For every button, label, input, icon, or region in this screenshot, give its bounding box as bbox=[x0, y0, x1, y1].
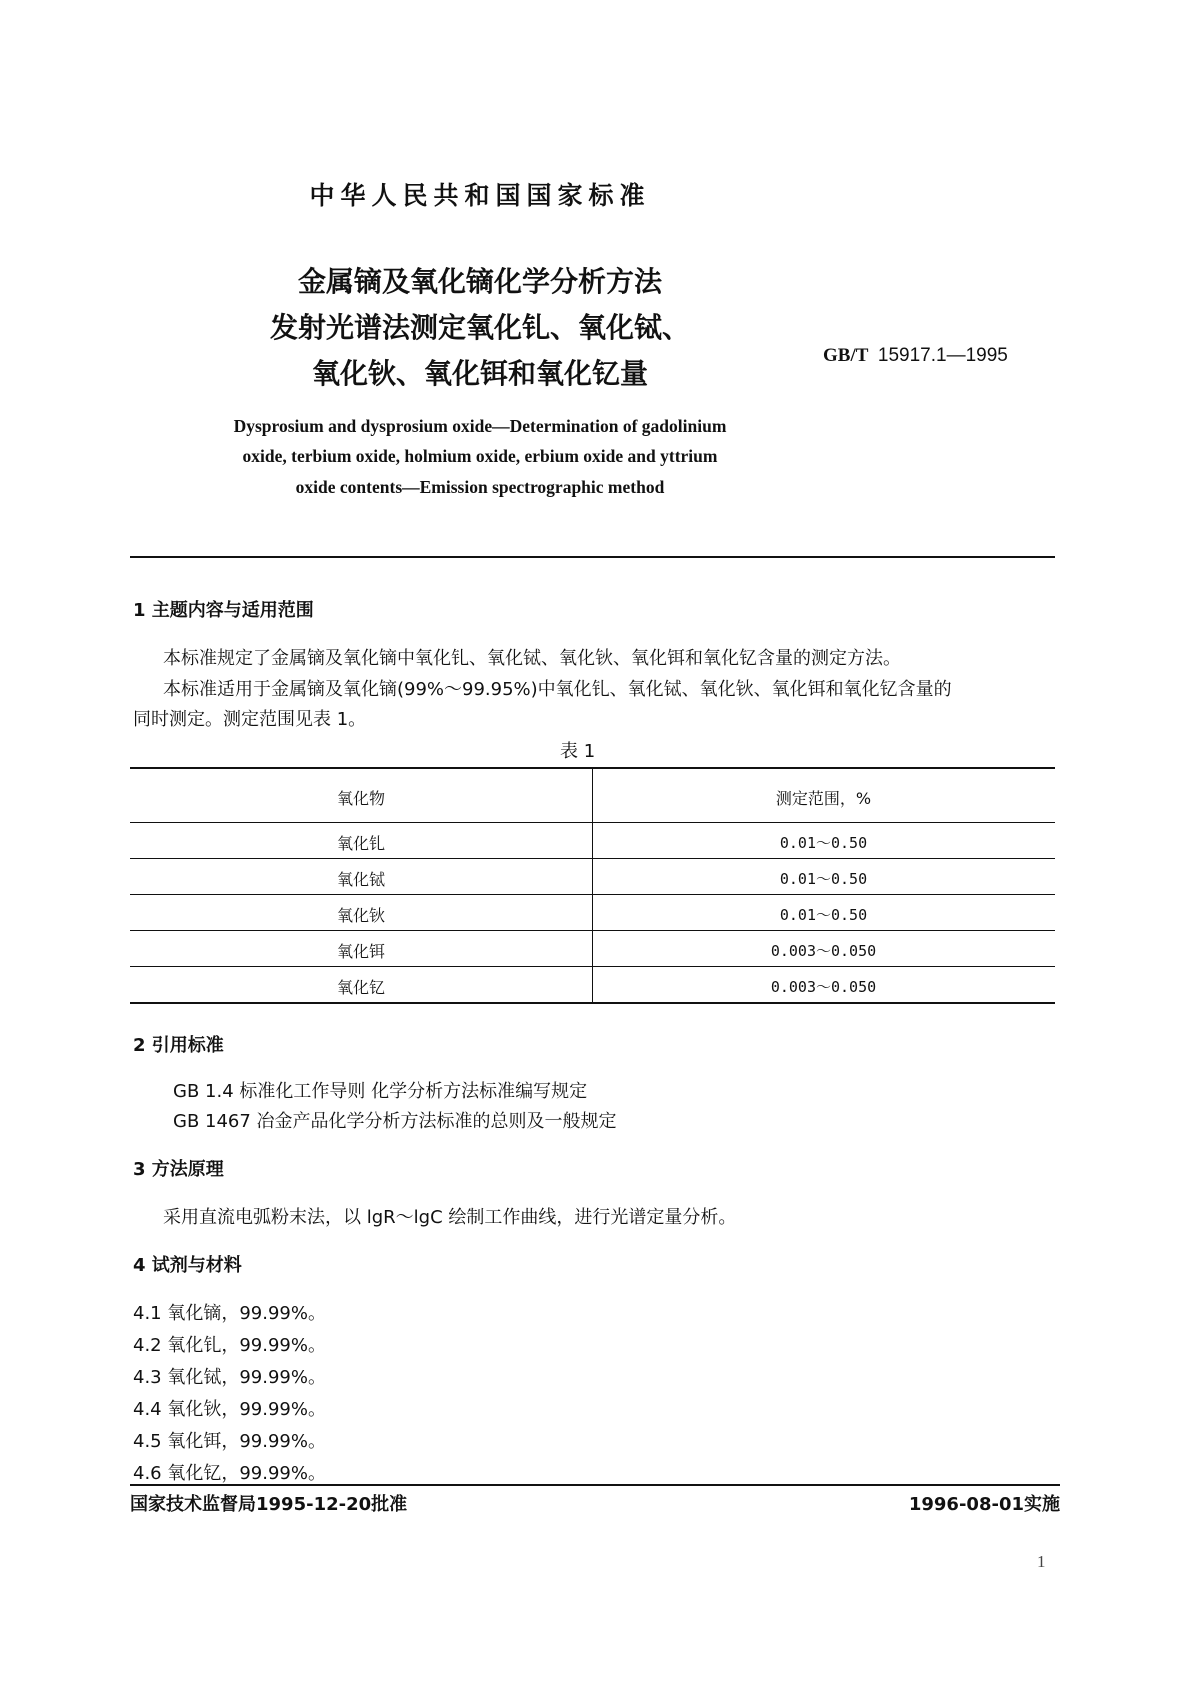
table-cell-oxide: 氧化钬 bbox=[336, 906, 385, 925]
table-cell-range: 0.01～0.50 bbox=[779, 906, 868, 924]
footer-divider bbox=[130, 1484, 1060, 1486]
reference-2: GB 1467 冶金产品化学分析方法标准的总则及一般规定 bbox=[173, 1111, 617, 1132]
page-number: 1 bbox=[1037, 1552, 1046, 1571]
material-item: 4.6 氧化钇，99.99%。 bbox=[133, 1463, 326, 1484]
header-divider bbox=[130, 556, 1055, 558]
row-divider bbox=[130, 966, 1055, 967]
table-bottom-rule bbox=[130, 1002, 1055, 1004]
row-divider bbox=[130, 822, 1055, 823]
row-divider bbox=[130, 894, 1055, 895]
material-item: 4.4 氧化钬，99.99%。 bbox=[133, 1399, 326, 1420]
table-cell-range: 0.01～0.50 bbox=[779, 834, 868, 852]
effective-date: 1996-08-01实施 bbox=[908, 1494, 1060, 1515]
english-title-line-3: oxide contents—Emission spectrographic method bbox=[295, 477, 665, 497]
table-cell-oxide: 氧化钇 bbox=[336, 978, 385, 997]
standard-prefix: GB/T bbox=[823, 345, 869, 366]
section-4-heading: 4 试剂与材料 bbox=[133, 1255, 242, 1276]
row-divider bbox=[130, 930, 1055, 931]
standard-code bbox=[823, 345, 1008, 367]
section-1-heading: 1 主题内容与适用范围 bbox=[133, 600, 314, 621]
row-divider bbox=[130, 858, 1055, 859]
material-item: 4.5 氧化铒，99.99%。 bbox=[133, 1431, 326, 1452]
section-3-heading: 3 方法原理 bbox=[133, 1159, 224, 1180]
section-1-para-2-cont: 同时测定。测定范围见表 1。 bbox=[133, 709, 367, 730]
material-item: 4.1 氧化镝，99.99%。 bbox=[133, 1303, 326, 1324]
section-2-heading: 2 引用标准 bbox=[133, 1035, 224, 1056]
section-3-para: 采用直流电弧粉末法，以 lgR～lgC 绘制工作曲线，进行光谱定量分析。 bbox=[163, 1207, 737, 1228]
material-item: 4.3 氧化铽，99.99%。 bbox=[133, 1367, 326, 1388]
reference-1: GB 1.4 标准化工作导则 化学分析方法标准编写规定 bbox=[173, 1081, 588, 1102]
title-line-3: 氧化钬、氧化铒和氧化钇量 bbox=[311, 357, 648, 390]
table-header-oxide: 氧化物 bbox=[336, 789, 385, 808]
english-title-line-2: oxide, terbium oxide, holmium oxide, erbium oxide and yttrium bbox=[242, 446, 718, 466]
approval-date: 国家技术监督局1995-12-20批准 bbox=[130, 1494, 408, 1515]
table-cell-range: 0.003～0.050 bbox=[770, 978, 877, 996]
title-line-2: 发射光谱法测定氧化钆、氧化铽、 bbox=[269, 311, 690, 344]
title-line-1: 金属镝及氧化镝化学分析方法 bbox=[297, 265, 662, 298]
english-title-line-1: Dysprosium and dysprosium oxide—Determination of gadolinium bbox=[233, 416, 727, 436]
table-cell-range: 0.003～0.050 bbox=[770, 942, 877, 960]
table-cell-oxide: 氧化铽 bbox=[336, 870, 385, 889]
section-1-para-2: 本标准适用于金属镝及氧化镝(99%～99.95%)中氧化钆、氧化铽、氧化钬、氧化铒和氧化钇含量的 bbox=[163, 679, 952, 700]
table-header-range: 测定范围，% bbox=[775, 789, 872, 808]
issuer-header: 中华人民共和国国家标准 bbox=[309, 181, 651, 210]
material-item: 4.2 氧化钆，99.99%。 bbox=[133, 1335, 326, 1356]
table-cell-range: 0.01～0.50 bbox=[779, 870, 868, 888]
table-caption: 表 1 bbox=[560, 741, 596, 762]
section-1-para-1: 本标准规定了金属镝及氧化镝中氧化钆、氧化铽、氧化钬、氧化铒和氧化钇含量的测定方法。 bbox=[163, 648, 901, 669]
table-cell-oxide: 氧化铒 bbox=[336, 942, 385, 961]
table-cell-oxide: 氧化钆 bbox=[336, 834, 385, 853]
standard-number: 15917.1—1995 bbox=[877, 345, 1008, 366]
